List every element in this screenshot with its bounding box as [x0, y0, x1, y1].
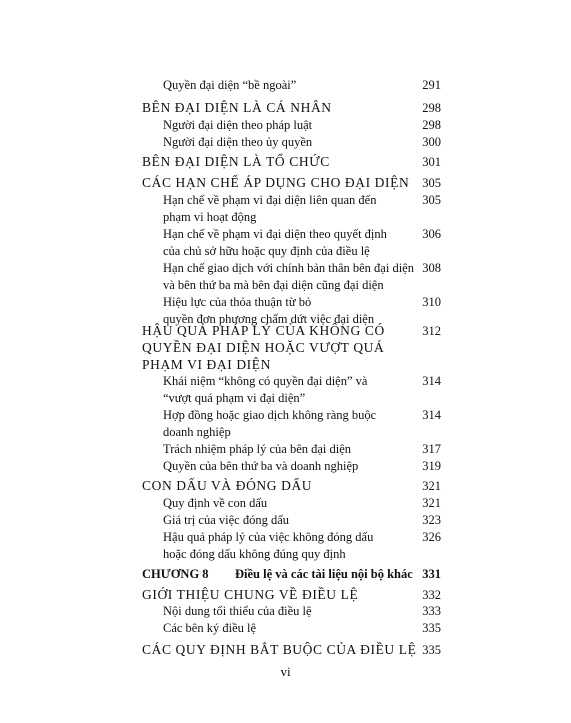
toc-entry-text: Hạn chế giao dịch với chính bản thân bên đại diện	[163, 261, 414, 275]
toc-page-number: 335	[422, 643, 441, 657]
toc-entry-text: Nội dung tối thiểu của điều lệ	[163, 604, 312, 618]
toc-entry-text: Quy định về con dấu	[163, 496, 268, 510]
toc-entry-row	[0, 191, 571, 209]
toc-entry-text: QUYỀN ĐẠI DIỆN HOẶC VƯỢT QUÁ	[142, 340, 385, 355]
toc-page-number: 306	[422, 227, 441, 241]
toc-entry-text: Các bên ký điều lệ	[163, 621, 257, 635]
toc-entry-text: Quyền của bên thứ ba và doanh nghiệp	[163, 459, 359, 473]
toc-entry-row	[0, 76, 571, 94]
toc-page-number: 326	[422, 530, 441, 544]
toc-entry-row	[0, 528, 571, 546]
toc-entry-text: “vượt quá phạm vi đại diện”	[163, 391, 306, 405]
toc-entry-text: phạm vi hoạt động	[163, 210, 257, 224]
toc-entry-row	[0, 208, 571, 226]
toc-section-row	[0, 153, 571, 171]
toc-entry-text: BÊN ĐẠI DIỆN LÀ TỔ CHỨC	[142, 154, 330, 169]
toc-entry-row	[0, 457, 571, 475]
toc-entry-text: và bên thứ ba mà bên đại diện cũng đại diện	[163, 278, 384, 292]
toc-entry-text: của chủ sở hữu hoặc quy định của điều lệ	[163, 244, 370, 258]
toc-page-number: 335	[422, 621, 441, 635]
toc-entry-row	[0, 440, 571, 458]
toc-entry-text: HẬU QUẢ PHÁP LÝ CỦA KHÔNG CÓ	[142, 323, 385, 338]
toc-entry-row	[0, 511, 571, 529]
toc-page-number: 308	[422, 261, 441, 275]
toc-entry-row	[0, 372, 571, 390]
page-number: vi	[280, 664, 291, 679]
toc-page-number: 305	[422, 193, 441, 207]
toc-page-number: 314	[422, 374, 441, 388]
toc-entry-row	[0, 423, 571, 441]
toc-entry-row	[0, 259, 571, 277]
toc-page-number: 300	[422, 135, 441, 149]
chapter-title: Điều lệ và các tài liệu nội bộ khác	[235, 567, 413, 581]
toc-entry-row	[0, 494, 571, 512]
toc-page-number: 305	[422, 176, 441, 190]
toc-entry-text: doanh nghiệp	[163, 425, 231, 439]
toc-entry-text: quyền đơn phương chấm dứt việc đại diện	[163, 312, 375, 326]
toc-entry-text: PHẠM VI ĐẠI DIỆN	[142, 357, 271, 372]
toc-page-number: 321	[422, 479, 441, 493]
toc-page-number: 312	[422, 324, 441, 338]
toc-page-number: 333	[422, 604, 441, 618]
toc-entry-row	[0, 225, 571, 243]
toc-page-number: 314	[422, 408, 441, 422]
toc-entry-text: Khái niệm “không có quyền đại diện” và	[163, 374, 368, 388]
toc-entry-text: GIỚI THIỆU CHUNG VỀ ĐIỀU LỆ	[142, 587, 359, 602]
toc-entry-text: Người đại diện theo pháp luật	[163, 118, 313, 132]
toc-page-number: 331	[422, 567, 441, 581]
toc-section-row	[0, 477, 571, 495]
toc-entry-row	[0, 242, 571, 260]
toc-section-row	[0, 339, 571, 357]
toc-section-row	[0, 99, 571, 117]
toc-entry-text: Hậu quả pháp lý của việc không đóng dấu	[163, 530, 374, 544]
toc-page-number: 321	[422, 496, 441, 510]
toc-entry-row	[0, 545, 571, 563]
toc-section-row	[0, 174, 571, 192]
toc-page-number: 319	[422, 459, 441, 473]
toc-entry-text: BÊN ĐẠI DIỆN LÀ CÁ NHÂN	[142, 100, 332, 115]
toc-entry-text: Hạn chế về phạm vi đại diện theo quyết định	[163, 227, 387, 241]
toc-section-row	[0, 641, 571, 659]
toc-entry-text: hoặc đóng dấu không đúng quy định	[163, 547, 346, 561]
toc-page-number: 301	[422, 155, 441, 169]
toc-section-row	[0, 322, 571, 340]
toc-entry-text: Hợp đồng hoặc giao dịch không ràng buộc	[163, 408, 377, 422]
toc-entry-text: Hạn chế về phạm vi đại diện liên quan đến	[163, 193, 377, 207]
toc-entry-row	[0, 276, 571, 294]
toc-entry-row	[0, 602, 571, 620]
toc-page-number: 310	[422, 295, 441, 309]
toc-entry-text: Quyền đại diện “bề ngoài”	[163, 78, 297, 92]
toc-entry-text: Trách nhiệm pháp lý của bên đại diện	[163, 442, 352, 456]
toc-entry-row	[0, 116, 571, 134]
toc-page-number: 291	[422, 78, 441, 92]
toc-page-number: 323	[422, 513, 441, 527]
toc-entry-row	[0, 389, 571, 407]
toc-page-number: 298	[422, 118, 441, 132]
toc-entry-row	[0, 619, 571, 637]
toc-page-number: 317	[422, 442, 441, 456]
toc-entry-row	[0, 133, 571, 151]
toc-chapter-row	[0, 565, 571, 583]
toc-entry-text: Người đại diện theo ủy quyền	[163, 135, 313, 149]
toc-page-number: 332	[422, 588, 441, 602]
toc-page-number: 298	[422, 101, 441, 115]
toc-entry-text: CÁC HẠN CHẾ ÁP DỤNG CHO ĐẠI DIỆN	[142, 175, 410, 190]
toc-entry-text: CHƯƠNG 8	[142, 567, 209, 581]
toc-entry-text: CÁC QUY ĐỊNH BẮT BUỘC CỦA ĐIỀU LỆ	[142, 642, 417, 657]
toc-entry-row	[0, 406, 571, 424]
toc-entry-text: Hiệu lực của thỏa thuận từ bỏ	[163, 295, 312, 309]
toc-entry-text: Giá trị của việc đóng dấu	[163, 513, 289, 527]
toc-entry-text: CON DẤU VÀ ĐÓNG DẤU	[142, 478, 313, 493]
toc-entry-row	[0, 293, 571, 311]
